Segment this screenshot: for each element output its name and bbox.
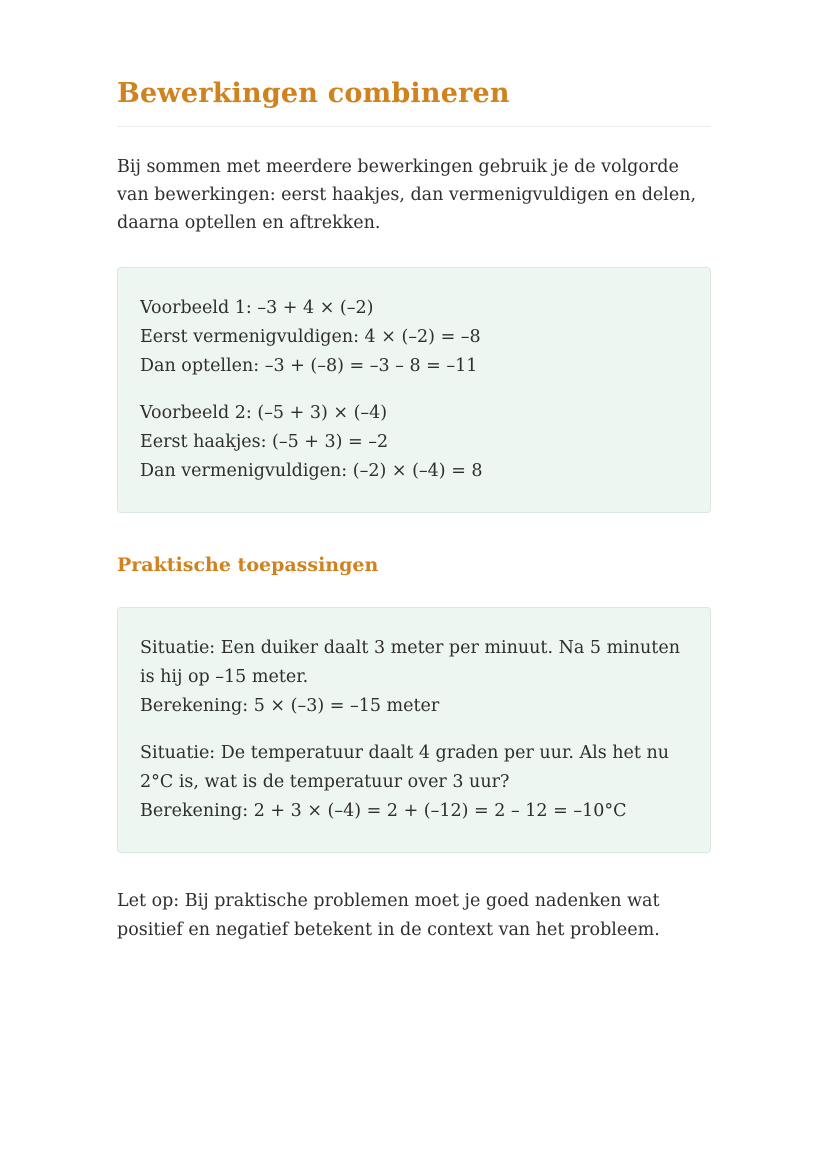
example-2-line-1: Voorbeeld 2: (–5 + 3) × (–4) (140, 403, 388, 423)
application-1 (140, 634, 688, 721)
example-1 (140, 294, 688, 381)
application-1-situation: Situatie: Een duiker daalt 3 meter per minuut. Na 5 minuten is hij op –15 meter. (140, 638, 680, 687)
example-2-line-3: Dan vermenigvuldigen: (–2) × (–4) = 8 (140, 461, 483, 481)
note-paragraph: Let op: Bij praktische problemen moet je goed nadenken wat positief en negatief betekent in de context van het probleem. (117, 891, 660, 940)
page-title: Bewerkingen combineren (117, 78, 510, 109)
intro-paragraph: Bij sommen met meerdere bewerkingen gebruik je de volgorde van bewerkingen: eerst haakjes, dan vermenigvuldigen en delen, daarna optellen en aftrekken. (117, 157, 697, 233)
applications-box (117, 607, 711, 853)
application-1-calculation: Berekening: 5 × (–3) = –15 meter (140, 696, 440, 716)
title-divider (117, 126, 711, 127)
application-2-situation: Situatie: De temperatuur daalt 4 graden per uur. Als het nu 2°C is, wat is de temperatuur over 3 uur? (140, 743, 670, 792)
example-1-line-1: Voorbeeld 1: –3 + 4 × (–2) (140, 298, 374, 318)
example-1-line-3: Dan optellen: –3 + (–8) = –3 – 8 = –11 (140, 356, 478, 376)
examples-box (117, 267, 711, 513)
example-1-line-2: Eerst vermenigvuldigen: 4 × (–2) = –8 (140, 327, 481, 347)
example-2 (140, 399, 688, 486)
application-2-calculation: Berekening: 2 + 3 × (–4) = 2 + (–12) = 2 – 12 = –10°C (140, 801, 627, 821)
example-2-line-2: Eerst haakjes: (–5 + 3) = –2 (140, 432, 389, 452)
subheading-praktische-toepassingen: Praktische toepassingen (117, 554, 379, 576)
application-2 (140, 739, 688, 826)
